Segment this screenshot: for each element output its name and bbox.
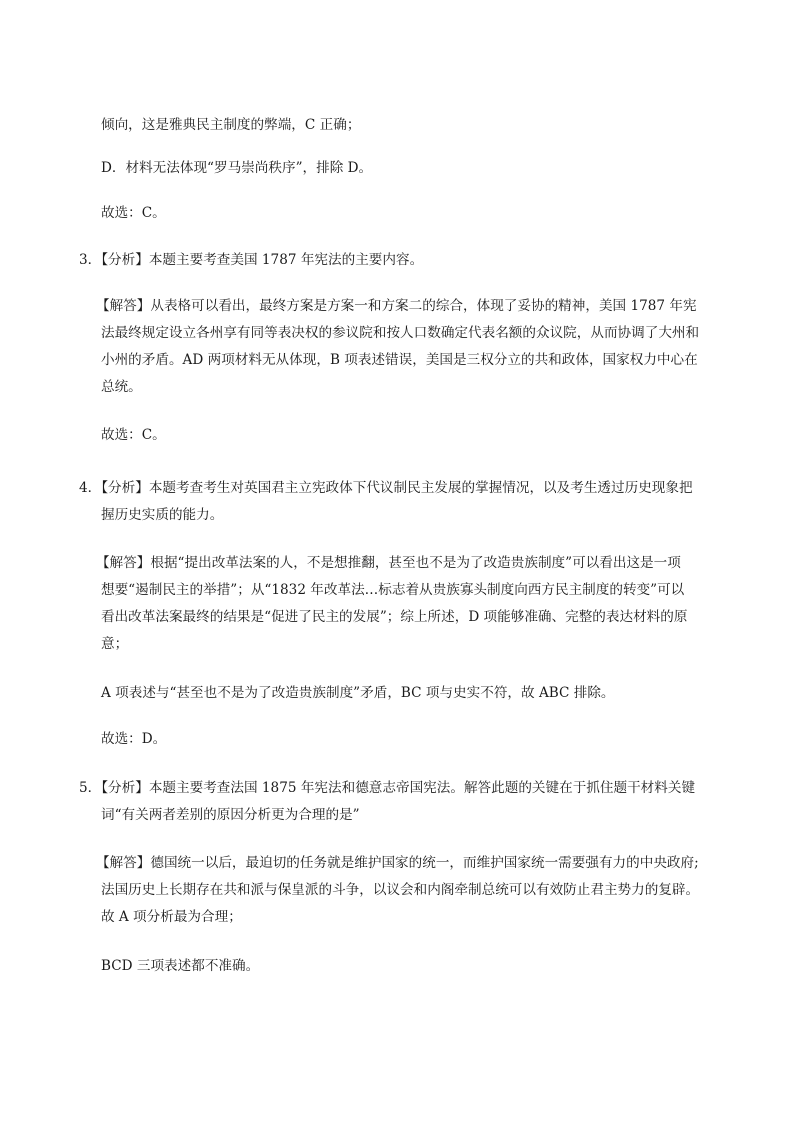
question-4-solution-line: 看出改革法案最终的结果是“促进了民主的发展”；综上所述，D 项能够准确、完整的表达材料的原 (101, 609, 688, 625)
solution-tag: 【解答】 (96, 855, 151, 871)
question-5-solution-line: 故 A 项分析最为合理； (101, 909, 242, 925)
question-4-solution-line: 想要“遏制民主的举措”；从“1832 年改革法…标志着从贵族寡头制度向西方民主制度的转变”可以 (101, 582, 685, 598)
question-5-analysis (79, 778, 695, 798)
analysis-text: 本题考查考生对英国君主立宪政体下代议制民主发展的掌握情况，以及考生透过历史现象把 (148, 480, 693, 496)
question-3-solution-line: 小州的矛盾。AD 两项材料无从体现，B 项表述错误，美国是三权分立的共和政体，国家权力中心在 (101, 352, 698, 368)
question-4-analysis-line: 握历史实质的能力。 (101, 507, 224, 523)
question-3-solution-line (96, 296, 697, 316)
question-4-choice: 故选：D。 (101, 731, 167, 747)
analysis-tag: 【分析】 (101, 780, 149, 796)
question-4-extra-line: A 项表述与“甚至也不是为了改造贵族制度”矛盾，BC 项与史实不符，故 ABC 排除。 (101, 685, 615, 701)
analysis-text: 本题主要考查法国 1875 年宪法和德意志帝国宪法。解答此题的关键在于抓住题干材料关键 (148, 780, 696, 796)
question-4-solution-line: 意； (101, 636, 129, 652)
question-3-choice: 故选：C。 (101, 427, 166, 443)
solution-tag: 【解答】 (96, 298, 151, 314)
question-3-analysis (79, 250, 423, 270)
question-4-analysis (79, 478, 693, 498)
question-number: 5． (79, 780, 102, 796)
solution-text: 根据“提出改革法案的人，不是想推翻，甚至也不是为了改造贵族制度”可以看出这是一项 (150, 555, 681, 571)
analysis-tag: 【分析】 (101, 252, 149, 268)
question-4-solution-line (96, 553, 681, 573)
question-number: 4． (79, 480, 102, 496)
analysis-text: 本题主要考查美国 1787 年宪法的主要内容。 (148, 252, 424, 268)
solution-text: 德国统一以后，最迫切的任务就是维护国家的统一，而维护国家统一需要强有力的中央政府; (150, 855, 699, 871)
question-5-analysis-line: 词“有关两者差别的原因分析更为合理的是” (101, 807, 360, 823)
question-3-solution-line: 法最终规定设立各州享有同等表决权的参议院和按人口数确定代表名额的众议院，从而协调了大州和 (101, 325, 700, 341)
solution-text: 从表格可以看出，最终方案是方案一和方案二的综合，体现了妥协的精神，美国 1787 年宪 (150, 298, 697, 314)
answer-continuation-line-1: 倾向，这是雅典民主制度的弊端，C 正确； (101, 117, 361, 133)
question-5-extra-line: BCD 三项表述都不准确。 (101, 958, 260, 974)
question-3-solution-line: 总统。 (101, 379, 142, 395)
solution-tag: 【解答】 (96, 555, 151, 571)
answer-choice-2: 故选：C。 (101, 205, 166, 221)
analysis-tag: 【分析】 (101, 480, 149, 496)
question-number: 3． (79, 252, 102, 268)
question-5-solution-line (96, 853, 699, 873)
answer-continuation-line-2: D．材料无法体现“罗马崇尚秩序”，排除 D。 (101, 160, 373, 176)
question-5-solution-line: 法国历史上长期存在共和派与保皇派的斗争，以议会和内阁牵制总统可以有效防止君主势力的复辟。 (101, 882, 700, 898)
